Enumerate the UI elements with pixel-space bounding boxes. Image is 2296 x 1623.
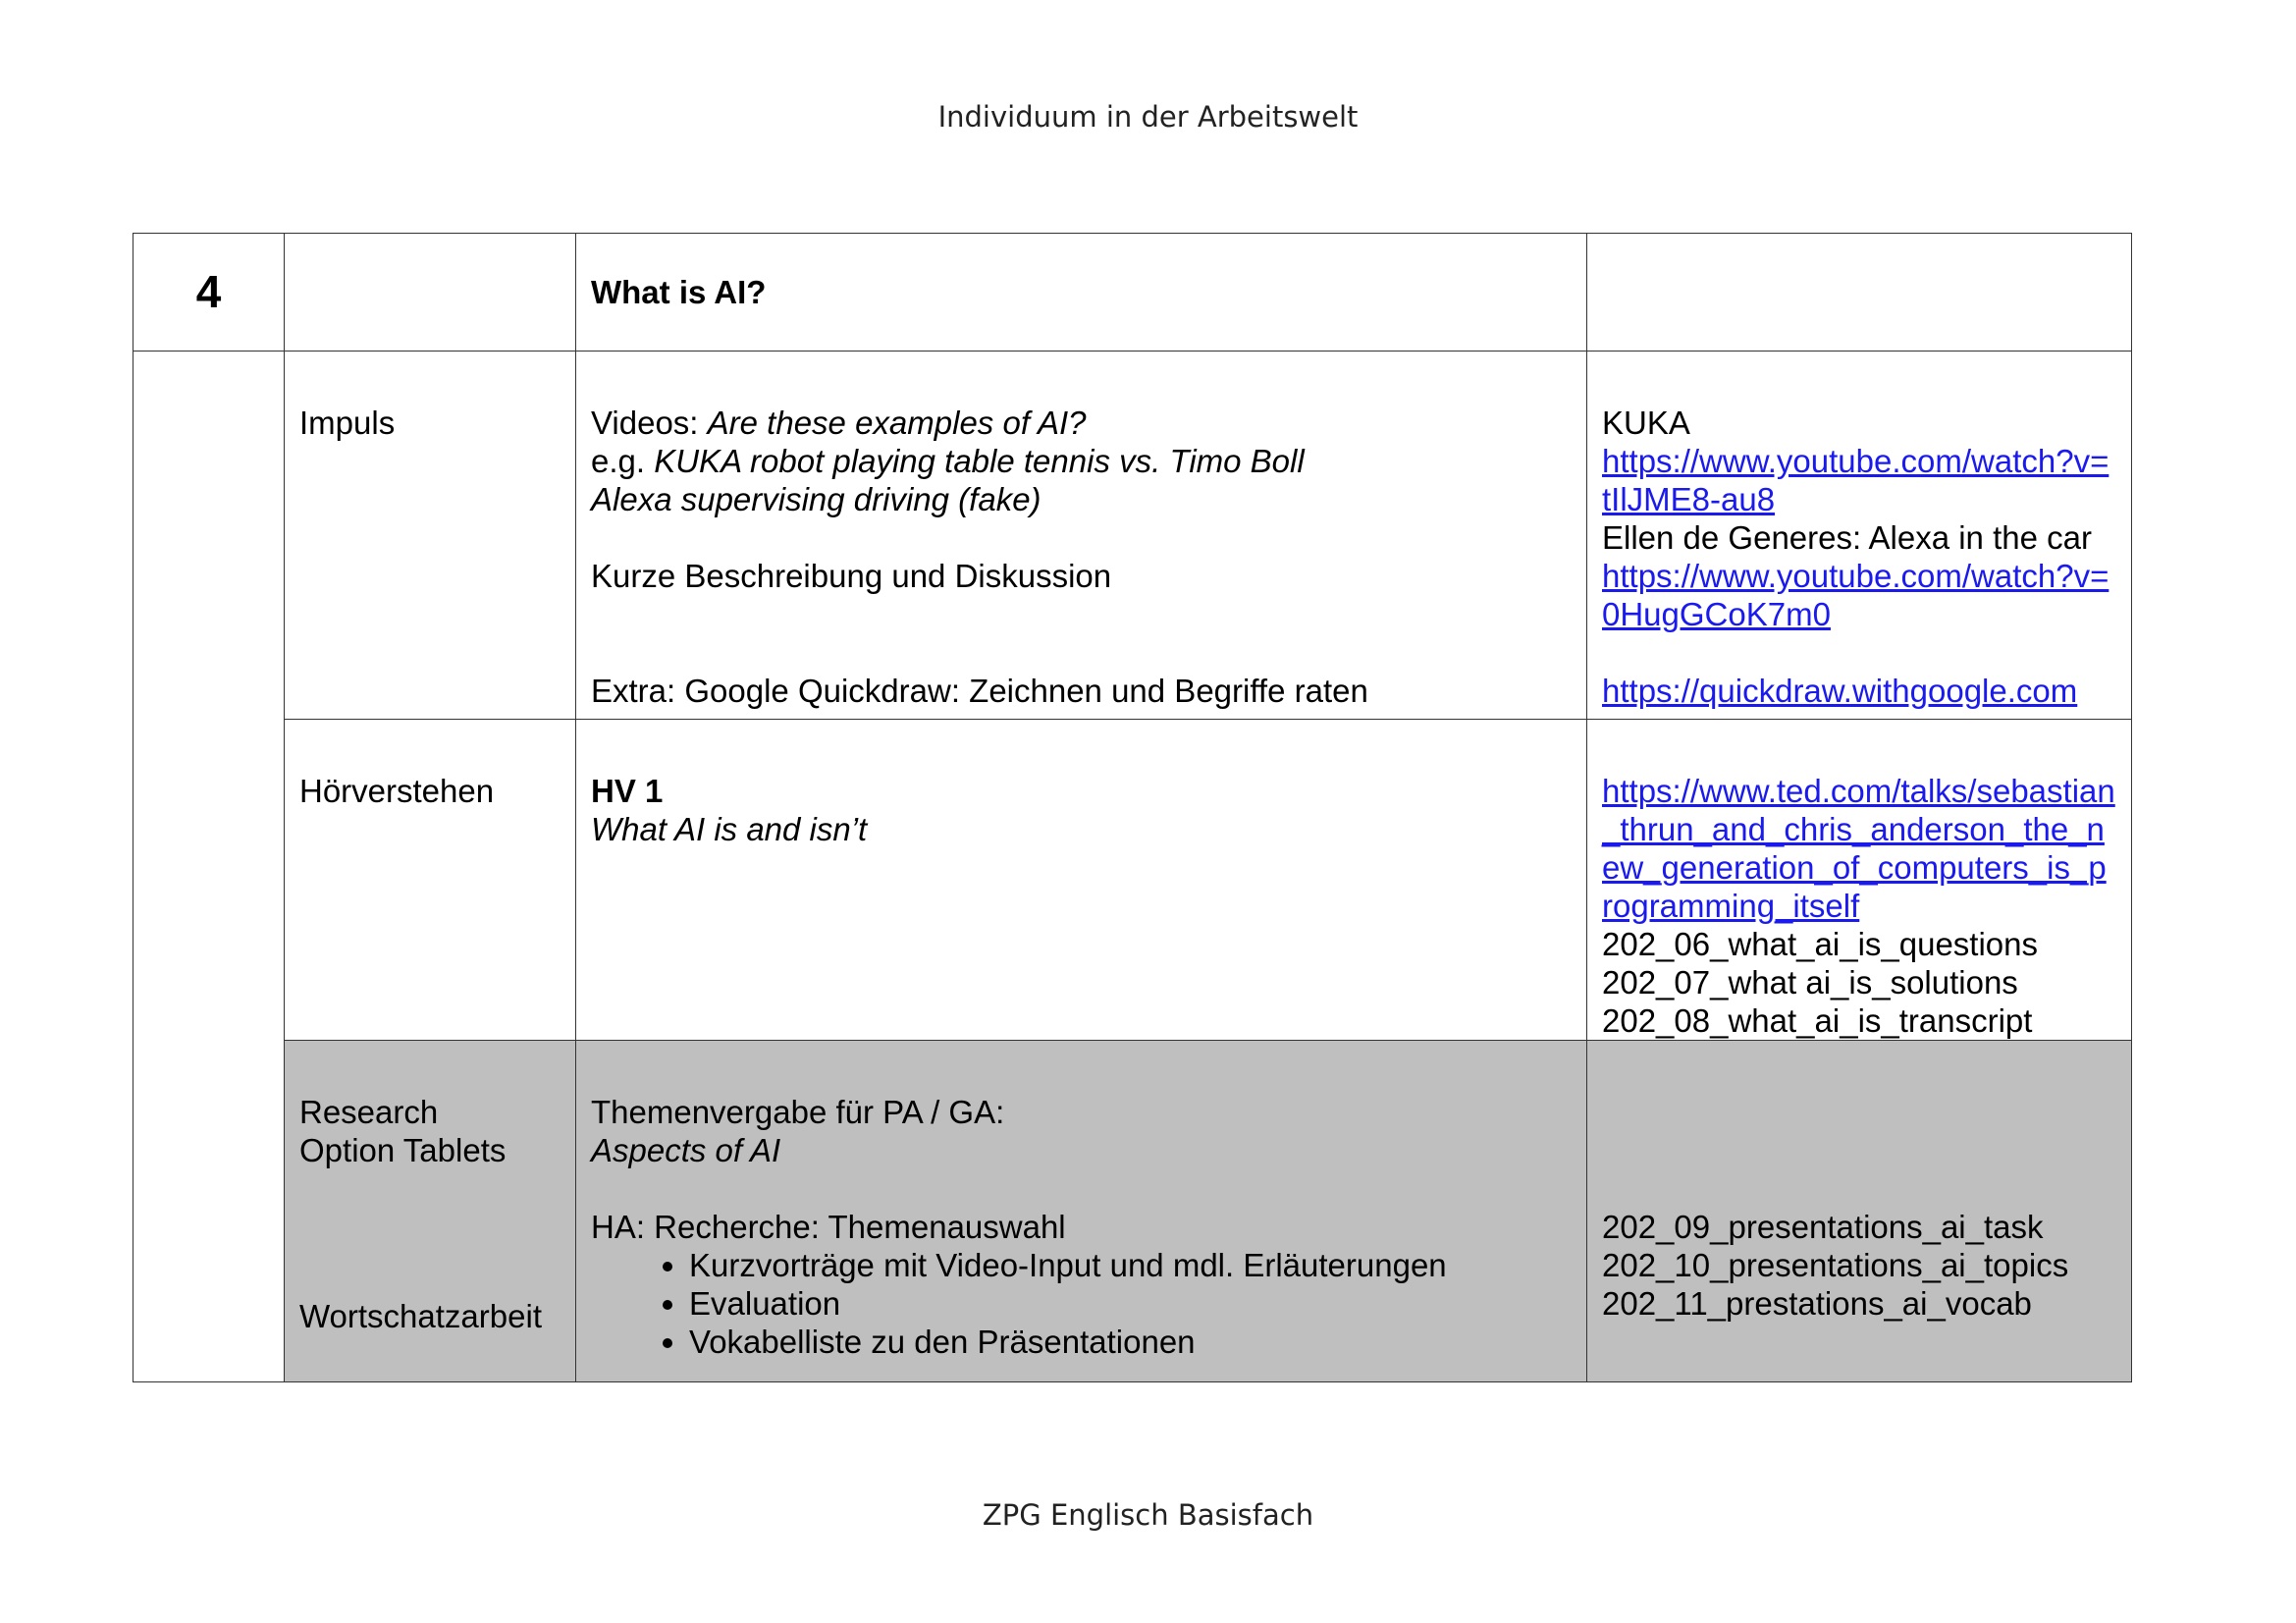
discussion-line: Kurze Beschreibung und Diskussion [591, 558, 1112, 594]
unit-number: 4 [133, 234, 285, 352]
resources-impuls [1587, 352, 2132, 720]
resources-research [1587, 1041, 2132, 1382]
eg-text: KUKA robot playing table tennis vs. Timo Boll [654, 443, 1305, 479]
kuka-label: KUKA [1602, 405, 1690, 441]
file-item: 202_10_presentations_ai_topics [1602, 1247, 2069, 1283]
page-footer: ZPG Englisch Basisfach [982, 1498, 1314, 1532]
category-hoerverstehen: Hörverstehen [285, 720, 576, 1041]
file-item: 202_11_prestations_ai_vocab [1602, 1285, 2032, 1322]
file-item: 202_09_presentations_ai_task [1602, 1209, 2044, 1245]
bullet-item: • Vokabelliste zu den Präsentationen [689, 1323, 1572, 1361]
lesson-plan-table [133, 233, 2132, 1382]
bullet-item: • Evaluation [689, 1284, 1572, 1323]
hv-subtitle: What AI is and isn’t [591, 811, 868, 847]
task-bullet-list [591, 1246, 1572, 1361]
category-research [285, 1041, 576, 1382]
category-impuls: Impuls [285, 352, 576, 720]
videos-line [591, 404, 1572, 442]
wortschatzarbeit-label: Wortschatzarbeit [299, 1298, 542, 1334]
resources-hoerverstehen [1587, 720, 2132, 1041]
alexa-line: Alexa supervising driving (fake) [591, 481, 1041, 517]
topics-label: Themenvergabe für PA / GA: [591, 1094, 1005, 1130]
research-label: Research [299, 1094, 439, 1130]
bullet-item: • Kurzvorträge mit Video-Input und mdl. Erläuterungen [689, 1246, 1572, 1284]
eg-prefix: e.g. [591, 443, 655, 479]
page-header: Individuum in der Arbeitswelt [937, 100, 1359, 134]
file-item: 202_07_what ai_is_solutions [1602, 964, 2018, 1001]
row-hoerverstehen [133, 720, 2132, 1041]
file-item: 202_06_what_ai_is_questions [1602, 926, 2039, 962]
topics-title: Aspects of AI [591, 1132, 781, 1168]
activity-hoerverstehen [576, 720, 1587, 1041]
unit-title: What is AI? [576, 234, 1587, 352]
ted-talk-link[interactable]: https://www.ted.com/talks/sebastian_thrun_and_chris_anderson_the_new_generation_of_computers_is_programming_itself [1602, 773, 2115, 924]
hv-heading: HV 1 [591, 773, 664, 809]
empty-cell [1587, 234, 2132, 352]
ellen-video-link[interactable]: https://www.youtube.com/watch?v=0HugGCoK7m0 [1602, 558, 2109, 632]
kuka-video-link[interactable]: https://www.youtube.com/watch?v=tIlJME8-au8 [1602, 443, 2109, 517]
activity-research [576, 1041, 1587, 1382]
videos-question: Are these examples of AI? [707, 405, 1087, 441]
eg-line [591, 442, 1572, 480]
unit-number-spacer [133, 352, 285, 1382]
videos-prefix: Videos: [591, 405, 708, 441]
extra-line: Extra: Google Quickdraw: Zeichnen und Begriffe raten [591, 673, 1368, 709]
file-item: 202_08_what_ai_is_transcript [1602, 1002, 2033, 1039]
unit-header-row [133, 234, 2132, 352]
row-research [133, 1041, 2132, 1382]
option-tablets-label: Option Tablets [299, 1132, 507, 1168]
ha-label: HA: Recherche: Themenauswahl [591, 1209, 1066, 1245]
empty-cell [285, 234, 576, 352]
row-impuls [133, 352, 2132, 720]
quickdraw-link[interactable]: https://quickdraw.withgoogle.com [1602, 673, 2078, 709]
ellen-label: Ellen de Generes: Alexa in the car [1602, 519, 2092, 556]
activity-impuls [576, 352, 1587, 720]
